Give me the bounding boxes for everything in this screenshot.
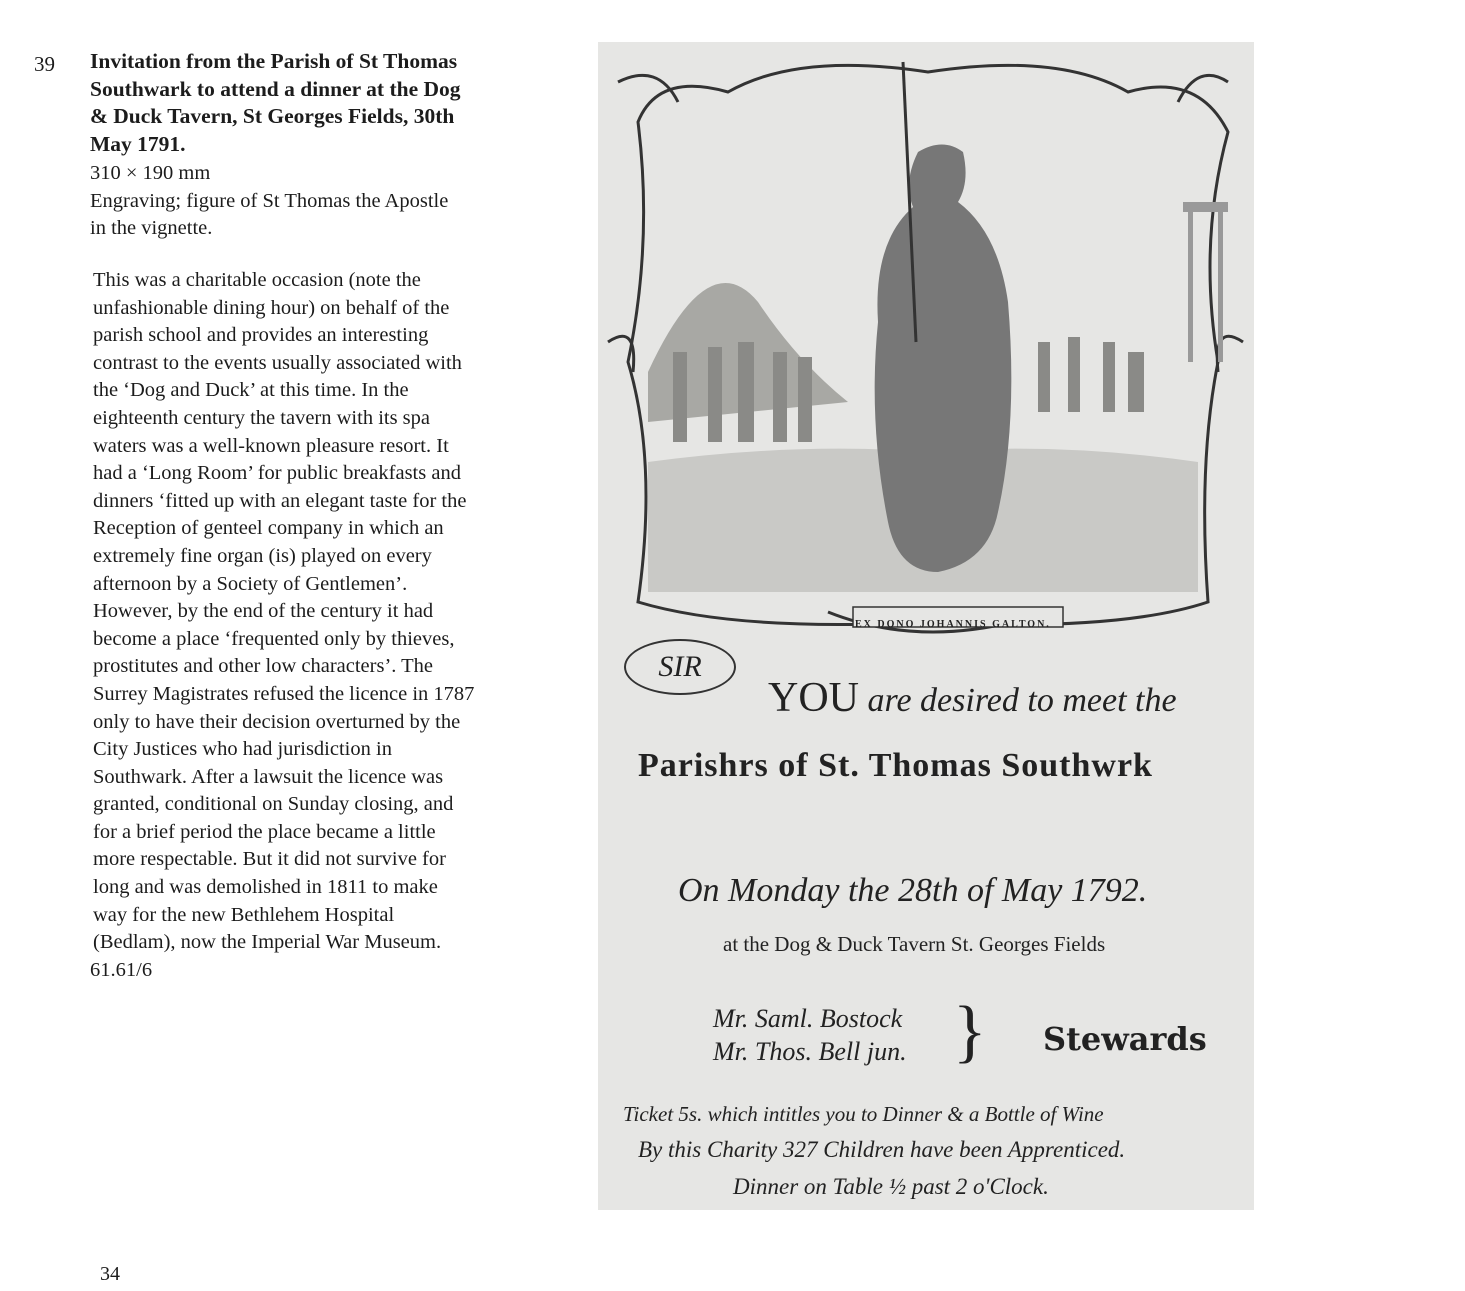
body-line: This was a charitable occasion (note the	[93, 269, 421, 291]
title-line: Invitation from the Parish of St Thomas	[90, 49, 458, 73]
body-line: for a brief period the place became a little	[93, 820, 436, 843]
body-line: Reception of genteel company in which an	[93, 517, 444, 540]
stewards-label: Stewards	[1043, 1020, 1207, 1058]
body-line: the ‘Dog and Duck’ at this time. In the	[93, 379, 409, 402]
entry-body-text	[90, 267, 475, 984]
invitation-heading	[768, 674, 1177, 722]
body-line: Surrey Magistrates refused the licence in 1787	[93, 682, 475, 705]
parish-line: Parishrs of St. Thomas Southwrk	[638, 747, 1153, 784]
invitation-engraving	[598, 42, 1254, 1210]
body-line: had a ‘Long Room’ for public breakfasts and	[93, 462, 461, 485]
steward-name: Mr. Thos. Bell jun.	[713, 1037, 907, 1066]
body-line: 61.61/6	[90, 958, 153, 981]
body-line: However, by the end of the century it had	[93, 600, 434, 623]
brace: }	[953, 993, 987, 1070]
vignette-inscription: EX DONO JOHANNIS GALTON.	[855, 619, 1051, 630]
vignette-illustration	[598, 42, 1254, 682]
entry-title	[90, 48, 560, 158]
title-line: May 1791.	[90, 131, 186, 156]
venue-line: at the Dog & Duck Tavern St. Georges Fields	[723, 932, 1106, 956]
body-line: extremely fine organ (is) played on every	[93, 544, 432, 567]
temple-ruin	[1183, 202, 1228, 362]
title-line: Southwark to attend a dinner at the Dog	[90, 76, 461, 101]
body-line: granted, conditional on Sunday closing, and	[93, 793, 454, 816]
dinner-time-line: Dinner on Table ½ past 2 o'Clock.	[733, 1174, 1049, 1199]
body-line: waters was a well-known pleasure resort. It	[93, 434, 449, 457]
description-line: in the vignette.	[90, 217, 213, 239]
body-line: City Justices who had jurisdiction in	[93, 738, 392, 761]
charity-line: By this Charity 327 Children have been Apprenticed.	[638, 1137, 1126, 1162]
desired-text: are desired to meet the	[859, 682, 1177, 719]
saint-thomas-figure	[875, 145, 1012, 573]
title-line: & Duck Tavern, St Georges Fields, 30th	[90, 104, 455, 128]
body-line: way for the new Bethlehem Hospital	[93, 903, 395, 926]
body-line: Southwark. After a lawsuit the licence was	[93, 765, 444, 788]
body-line: afternoon by a Society of Gentlemen’.	[93, 572, 408, 595]
salutation-oval: SIR	[624, 639, 736, 695]
entry-meta	[90, 160, 448, 243]
body-line: parish school and provides an interesting	[93, 324, 429, 347]
steward-name: Mr. Saml. Bostock	[713, 1004, 903, 1033]
date-line: On Monday the 28th of May 1792.	[678, 872, 1148, 909]
body-line: dinners ‘fitted up with an elegant taste for the	[93, 489, 467, 512]
dimensions: 310 × 190 mm	[90, 162, 211, 184]
body-line: contrast to the events usually associated with	[93, 351, 462, 374]
page-number: 34	[100, 1263, 120, 1285]
body-line: more respectable. But it did not survive for	[93, 848, 446, 871]
body-line: (Bedlam), now the Imperial War Museum.	[93, 931, 442, 954]
catalogue-number: 39	[34, 52, 55, 76]
body-line: prostitutes and other low characters’. The	[93, 655, 434, 678]
body-line: eighteenth century the tavern with its spa	[93, 406, 431, 429]
you-word: YOU	[768, 675, 859, 721]
ticket-line: Ticket 5s. which intitles you to Dinner & a Bottle of Wine	[623, 1102, 1104, 1126]
body-line: unfashionable dining hour) on behalf of the	[93, 296, 450, 319]
body-line: long and was demolished in 1811 to make	[93, 876, 438, 899]
body-line: become a place ‘frequented only by thieves,	[93, 627, 455, 650]
description-line: Engraving; figure of St Thomas the Apostle	[90, 189, 449, 212]
body-line: only to have their decision overturned by the	[93, 710, 461, 733]
